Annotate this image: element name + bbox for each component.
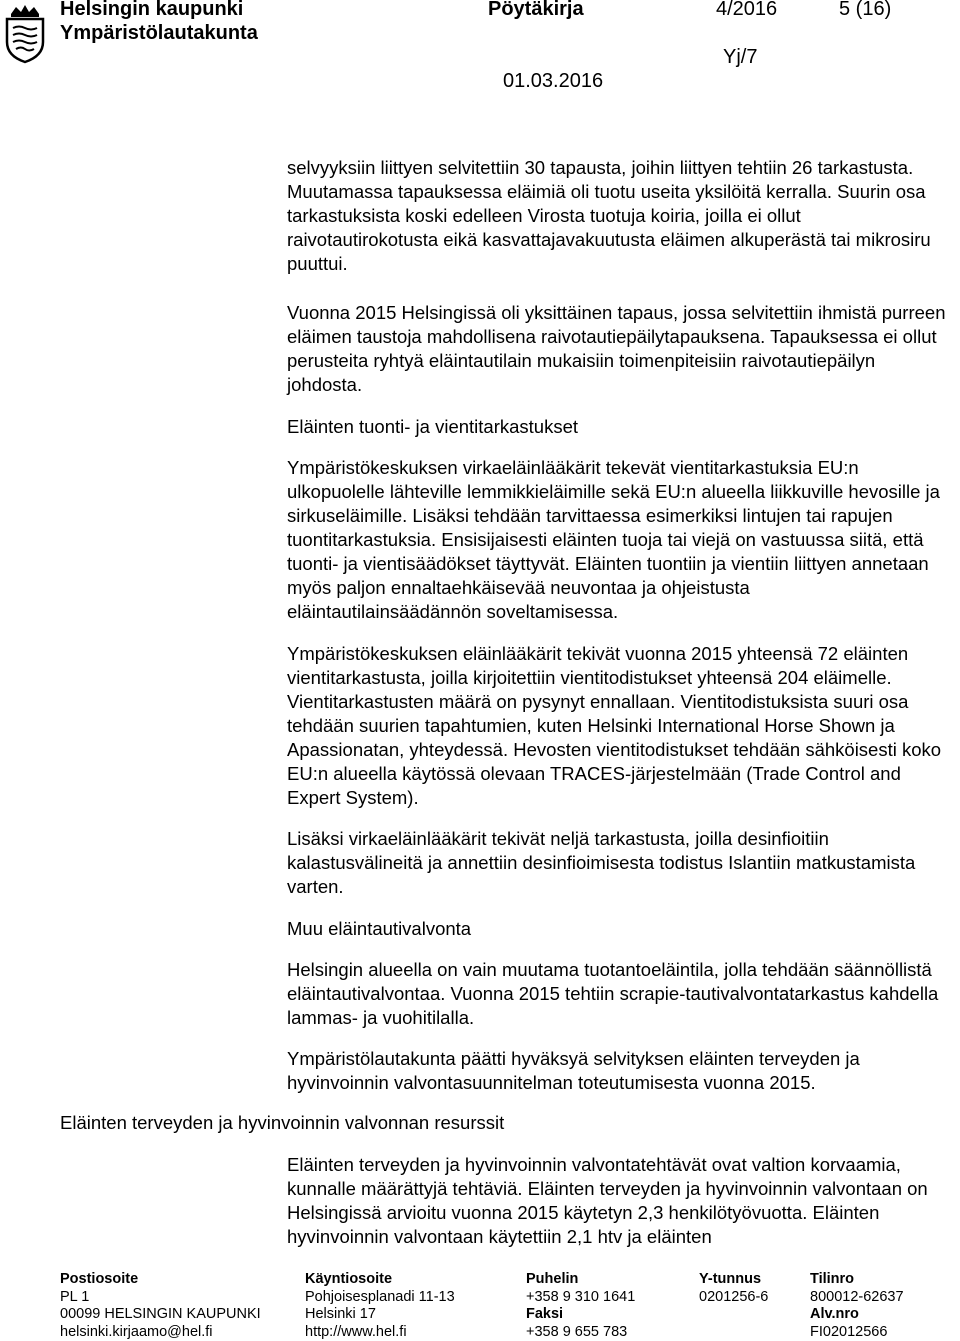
document-date: 01.03.2016	[503, 69, 603, 93]
paragraph-export-inspections: Ympäristökeskuksen virkaeläinlääkärit tekevät vientitarkastuksia EU:n ulkopuolelle lähteville lemmikkieläimille sekä EU:n alueella liikkuville hevosille ja sirkuseläimille. Lisäksi tehdään tarvittaessa esimerkiksi lintujen tai rapujen tuontitarkastuksia. Ensisijaisesti eläinten tuoja tai viejä on vastuussa siitä, että tuonti- ja vientisäädökset täyttyvät. Eläinten tuontiin ja vientiin liittyen annetaan myös paljon ennaltaehkäisevää neuvontaa ja ohjeistusta eläintautilainsäädännön soveltamisessa.	[287, 456, 947, 624]
paragraph-resources: Eläinten terveyden ja hyvinvoinnin valvontatehtävät ovat valtion korvaamia, kunnalle määrättyjä tehtäviä. Eläinten terveyden ja hyvinvoinnin valvontaan on Helsingissä arvioitu vuonna 2015 käytetyn 2,3 henkilötyövuotta. Eläinten hyvinvoinnin valvontaan käytettiin 2,1 htv ja eläinten	[287, 1153, 947, 1249]
footer-email: helsinki.kirjaamo@hel.fi	[60, 1324, 261, 1341]
paragraph-decision: Ympäristölautakunta päätti hyväksyä selvityksen eläinten terveyden ja hyvinvoinnin valvontasuunnitelman toteutumisesta vuonna 2015.	[287, 1047, 947, 1095]
footer-website: http://www.hel.fi	[305, 1324, 455, 1341]
doc-number: 4/2016	[716, 0, 777, 21]
committee-name: Ympäristölautakunta	[60, 21, 258, 45]
footer-fax-value: +358 9 655 783	[526, 1324, 635, 1341]
footer-business-id	[699, 1271, 768, 1306]
doc-type: Pöytäkirja	[488, 0, 584, 21]
paragraph-production-farms: Helsingin alueella on vain muutama tuotantoeläintila, jolla tehdään säännöllistä eläintautivalvontaa. Vuonna 2015 tehtiin scrapie-tautivalvontatarkastus kahdella lammas- ja vuohitilalla.	[287, 958, 947, 1030]
paragraph-export-statistics: Ympäristökeskuksen eläinlääkärit tekivät vuonna 2015 yhteensä 72 eläinten vientitarkastusta, joilla kirjoitettiin vientitodistukset yhteensä 204 eläimelle. Vientitarkastusten määrä on pysynyt ennallaan. Vientitodistuksista suuri osa tehdään suurien tapahtumien, kuten Helsinki International Horse Shown ja Apassionatan, yhteydessä. Hevosten vientitodistukset tehdään sähköisesti koko EU:n alueella käytössä olevaan TRACES-järjestelmään (Trade Control and Expert System).	[287, 642, 947, 810]
footer-visit-label: Käyntiosoite	[305, 1271, 455, 1289]
org-name: Helsingin kaupunki	[60, 0, 243, 21]
footer-account-label: Tilinro	[810, 1271, 904, 1289]
section-code: Yj/7	[723, 45, 757, 69]
paragraph-rabies-cases: selvyyksiin liittyen selvitettiin 30 tapausta, joihin liittyen tehtiin 26 tarkastusta. Muutamassa tapauksessa eläimiä oli tuotu useita yksilöitä kerralla. Suurin osa tarkastuksista koski edelleen Virosta tuotuja koiria, joilla ei ollut raivotautirokotusta eikä kasvattajavakuutusta eläimen alkuperästä tai mikrosiru puuttui.	[287, 156, 947, 276]
section-heading-other-surveillance: Muu eläintautivalvonta	[287, 917, 947, 941]
footer-business-id-label: Y-tunnus	[699, 1271, 768, 1289]
side-heading-resources: Eläinten terveyden ja hyvinvoinnin valvonnan resurssit	[60, 1111, 504, 1135]
footer-fax-label: Faksi	[526, 1306, 635, 1324]
footer-visit-line1: Pohjoisesplanadi 11-13	[305, 1289, 455, 1307]
helsinki-coat-of-arms-icon	[3, 2, 47, 64]
footer-postal-label: Postiosoite	[60, 1271, 261, 1289]
footer-vat-value: FI02012566	[810, 1324, 904, 1341]
footer-phone	[526, 1271, 635, 1341]
paragraph-disinfection: Lisäksi virkaeläinlääkärit tekivät neljä tarkastusta, joilla desinfioitiin kalastusvälineitä ja annettiin desinfioimisesta todistus Islantiin matkustamista varten.	[287, 827, 947, 899]
footer-account	[810, 1271, 904, 1341]
footer-phone-value: +358 9 310 1641	[526, 1289, 635, 1307]
footer-visit-line2: Helsinki 17	[305, 1306, 455, 1324]
footer-visit	[305, 1271, 455, 1341]
footer-postal	[60, 1271, 261, 1341]
footer-business-id-value: 0201256-6	[699, 1289, 768, 1307]
page-number: 5 (16)	[839, 0, 891, 21]
footer-postal-line1: PL 1	[60, 1289, 261, 1307]
section-heading-import-export: Eläinten tuonti- ja vientitarkastukset	[287, 415, 947, 439]
footer-account-value: 800012-62637	[810, 1289, 904, 1307]
paragraph-bite-case: Vuonna 2015 Helsingissä oli yksittäinen tapaus, jossa selvitettiin ihmistä purreen eläimen taustoja mahdollisena raivotautiepäilytapauksena. Tapauksessa ei ollut perusteita ryhtyä eläintautilain mukaisiin toimenpiteisiin raivotautiepäilyn johdosta.	[287, 301, 947, 397]
footer-postal-line2: 00099 HELSINGIN KAUPUNKI	[60, 1306, 261, 1324]
footer-vat-label: Alv.nro	[810, 1306, 904, 1324]
footer-phone-label: Puhelin	[526, 1271, 635, 1289]
